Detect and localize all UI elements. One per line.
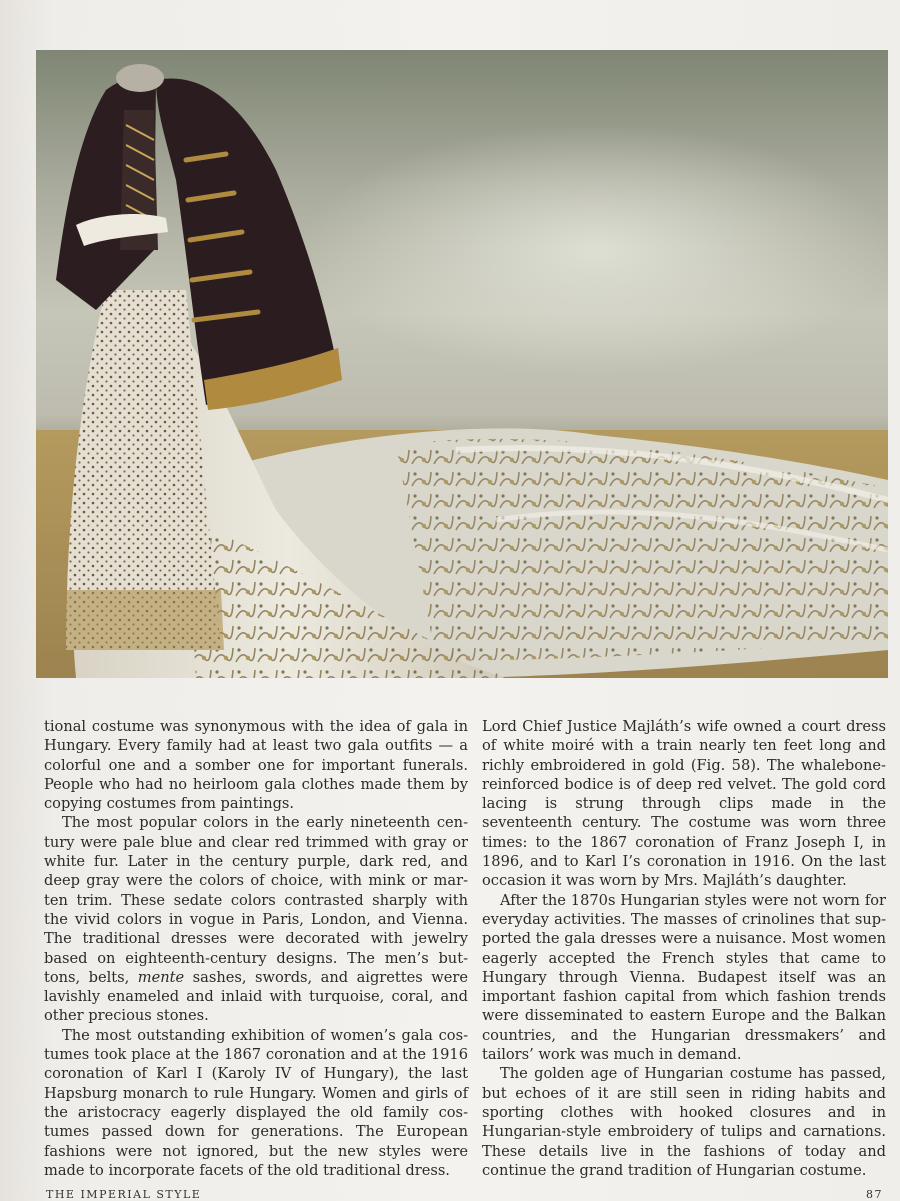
paragraph: Lord Chief Justice Majláth’s wife owned a court dress of white moiré with a train nearly ten feet long and richly embroidered in gold (Fig. 58). The whalebone-reinforced bodice is of deep red velvet. The gold cord lacing is strung through clips made in the seventeenth century. The costume was worn three times: to the 1867 coronation of Franz Joseph I, in 1896, and to Karl I’s coronation in 1916. On the last occasion it was worn by Mrs. Majláth’s daughter. [482,718,886,890]
paragraph-text: The most popular colors in the early nineteenth century were pale blue and clear red trimmed with gray or white fur. Later in the century purple, dark red, and deep gray were the colors of choice, with mink or marten trim. These sedate colors contrasted sharply with the vivid colors in vogue in Paris, London, and Vienna. The traditional dresses were decorated with jewelry based on eighteenth-century designs. The men’s buttons, belts, [44,814,468,986]
paragraph [44,813,468,1025]
paragraph: The most outstanding exhibition of women’s gala costumes took place at the 1867 coronation and at the 1916 coronation of Karl I (Karoly IV of Hungary), the last Hapsburg monarch to rule Hungary. Women and girls of the aristocracy eagerly displayed the old family costumes passed down for generations. The European fashions were not ignored, but the new styles were made to incorporate facets of the old traditional dress. [44,1026,468,1179]
costume-illustration [36,50,888,678]
paragraph: After the 1870s Hungarian styles were not worn for everyday activities. The masses of crinolines that supported the gala dresses were a nuisance. Most women eagerly accepted the French styles that came to Hungary through Vienna. Budapest itself was an important fashion capital from which fashion trends were disseminated to eastern Europe and the Balkan countries, and the Hungarian dressmakers’ and tailors’ work was much in demand. [482,891,886,1064]
paragraph: The golden age of Hungarian costume has passed, but echoes of it are still seen in riding habits and sporting clothes with hooked closures and in Hungarian-style embroidery of tulips and carnations. These details live in the fashions of today and continue the grand tradition of Hungarian costume. [482,1065,886,1179]
page-number: 87 [866,1188,883,1201]
italic-term: mente [137,968,185,986]
paragraph: tional costume was synonymous with the idea of gala in Hungary. Every family had at least two gala outfits — a colorful one and a somber one for important funerals. People who had no heirloom gala clothes made them by copying costumes from paintings. [44,718,468,813]
right-text-column [482,717,886,1180]
costume-photograph [36,50,888,678]
left-text-column [44,717,468,1180]
paragraph-text: sashes, swords, and aigrettes were lavishly enameled and inlaid with turquoise, coral, and other precious stones. [44,968,468,1025]
running-footer: THE IMPERIAL STYLE [46,1188,202,1201]
